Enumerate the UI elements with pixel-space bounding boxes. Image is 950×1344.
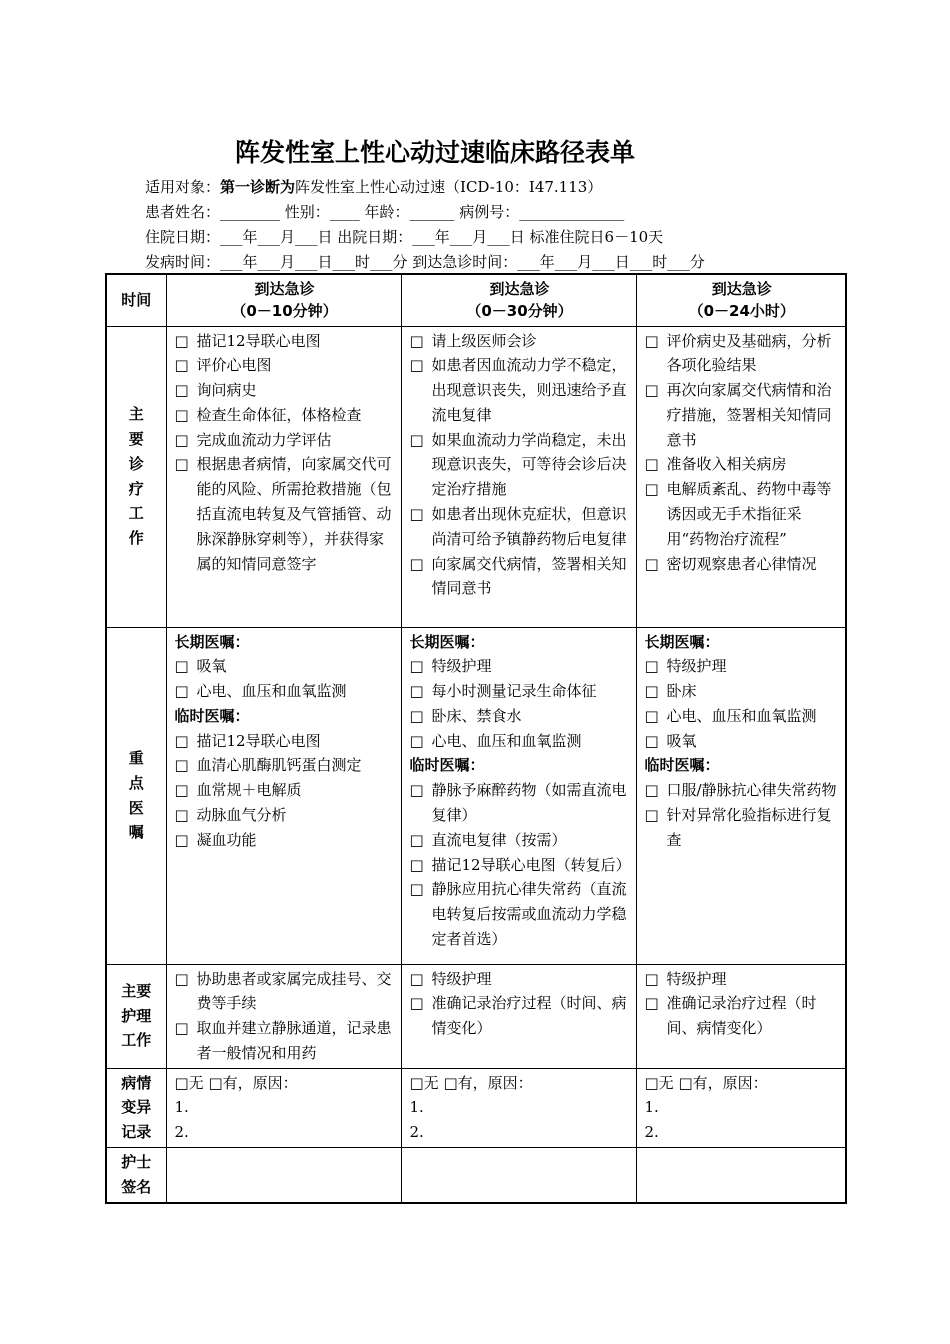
checklist-item-text: 特级护理: [431, 969, 492, 988]
checklist-item: [175, 778, 395, 803]
checkbox[interactable]: □: [174, 830, 189, 849]
checklist-item: [645, 552, 840, 577]
checklist-item: [410, 428, 630, 502]
checklist-item-text: 吸氧: [666, 731, 697, 750]
subject-diagnosis: 阵发性室上性心动过速（ICD-10：I47.113）: [295, 178, 603, 196]
checklist-item: [410, 704, 630, 729]
nursing-col1: [166, 964, 401, 1068]
checklist-item: [645, 729, 840, 754]
nursing-row: [106, 964, 846, 1068]
variance-col3: □无 □有，原因： 1. 2.: [636, 1068, 846, 1147]
checklist-item: [410, 502, 630, 552]
checklist-item: [175, 1016, 395, 1066]
checklist-item: [645, 477, 840, 551]
checkbox[interactable]: □: [409, 682, 424, 701]
checklist-item: [645, 654, 840, 679]
long-term-orders-list: [645, 654, 840, 753]
checklist-item-text: 评价病史及基础病，分析各项化验结果: [666, 331, 832, 375]
checkbox[interactable]: □: [409, 356, 424, 375]
checklist-item-text: 静脉应用抗心律失常药（直流电转复后按需或血流动力学稳定者首选）: [431, 880, 627, 949]
signature-cell-col2[interactable]: [401, 1148, 636, 1203]
checklist-item: [175, 403, 395, 428]
col2-header: 到达急诊 （0－30分钟）: [401, 274, 636, 326]
checkbox[interactable]: □: [409, 830, 424, 849]
admission-dates-line: 住院日期：___年___月___日 出院日期：___年___月___日 标准住院日6－10天: [145, 228, 664, 246]
checklist-item-text: 如患者出现休克症状，但意识尚清可给予镇静药物后电复律: [431, 505, 627, 548]
checklist-item-text: 描记12导联心电图: [196, 731, 321, 750]
main-work-col2: [401, 326, 636, 627]
checkbox[interactable]: □: [174, 657, 189, 676]
checklist-item: [645, 679, 840, 704]
checklist-item-text: 针对异常化验指标进行复查: [666, 806, 832, 849]
checklist-item: [410, 828, 630, 853]
checklist-item: [645, 704, 840, 729]
temporary-orders-label: 临时医嘱：: [174, 706, 250, 725]
long-term-orders-list: [175, 654, 395, 704]
checkbox[interactable]: □: [409, 430, 424, 449]
checkbox[interactable]: □: [174, 381, 189, 400]
main-work-row: [106, 326, 846, 627]
checkbox[interactable]: □: [644, 994, 659, 1013]
long-term-orders-label: 长期医嘱：: [644, 632, 720, 651]
orders-label: 重 点 医 嘱: [106, 627, 166, 964]
signature-cell-col1[interactable]: [166, 1148, 401, 1203]
applicable-subject: [145, 177, 602, 197]
checklist-item-text: 卧床: [666, 682, 697, 701]
checklist-item: [175, 803, 395, 828]
checkbox[interactable]: □: [174, 781, 189, 800]
signature-label: 护士 签名: [106, 1148, 166, 1203]
checklist-item-text: 如果血流动力学尚稳定，未出现意识丧失，可等待会诊后决定治疗措施: [431, 430, 627, 499]
checklist-item-text: 凝血功能: [196, 830, 257, 849]
checklist-item-text: 协助患者或家属完成挂号、交费等手续: [196, 969, 392, 1013]
variance-checkboxes[interactable]: □无 □有，原因：: [174, 1073, 298, 1092]
checkbox[interactable]: □: [174, 756, 189, 775]
checklist-item-text: 评价心电图: [196, 356, 272, 375]
checklist-item-text: 完成血流动力学评估: [196, 430, 332, 449]
checklist-item-text: 询问病史: [196, 381, 257, 400]
orders-col3: [636, 627, 846, 964]
col1-header: 到达急诊 （0－10分钟）: [166, 274, 401, 326]
checklist-item-text: 血常规＋电解质: [196, 781, 302, 800]
checklist-item: [410, 967, 630, 992]
temporary-orders-list: [175, 729, 395, 853]
checklist-item: [175, 828, 395, 853]
checkbox[interactable]: □: [644, 554, 659, 573]
main-work-label: 主 要 诊 疗 工 作: [106, 326, 166, 627]
checklist-item: [645, 329, 840, 379]
checkbox[interactable]: □: [409, 505, 424, 524]
checklist-item: [175, 329, 395, 354]
checkbox[interactable]: □: [409, 994, 424, 1013]
long-term-orders-label: 长期医嘱：: [409, 632, 485, 651]
checkbox[interactable]: □: [409, 554, 424, 573]
checklist-item: [410, 329, 630, 354]
checklist-item-text: 直流电复律（按需）: [431, 830, 567, 849]
checklist-item-text: 口服/静脉抗心律失常药物: [666, 781, 837, 800]
nursing-label: 主要 护理 工作: [106, 964, 166, 1068]
checkbox[interactable]: □: [644, 455, 659, 474]
checklist-item: [410, 729, 630, 754]
checkbox[interactable]: □: [409, 781, 424, 800]
checkbox[interactable]: □: [644, 381, 659, 400]
checkbox[interactable]: □: [174, 430, 189, 449]
checklist-item: [175, 679, 395, 704]
checklist-item-text: 卧床、禁食水: [431, 706, 522, 725]
checkbox[interactable]: □: [409, 331, 424, 350]
subject-bold: 第一诊断为: [220, 178, 296, 196]
variance-checkboxes[interactable]: □无 □有，原因：: [644, 1073, 768, 1092]
checklist-item-text: 准确记录治疗过程（时间、病情变化）: [431, 994, 627, 1038]
checklist-item-text: 每小时测量记录生命体征: [431, 682, 597, 701]
checkbox[interactable]: □: [644, 682, 659, 701]
checkbox[interactable]: □: [409, 969, 424, 988]
checklist-item-text: 如患者因血流动力学不稳定，出现意识丧失，则迅速给予直流电复律: [431, 356, 627, 424]
checklist-item-text: 吸氧: [196, 657, 227, 676]
temporary-orders-list: [410, 778, 630, 952]
main-work-col1: [166, 326, 401, 627]
checkbox[interactable]: □: [174, 455, 189, 474]
clinical-pathway-table: [105, 273, 847, 1204]
checklist-item: [645, 967, 840, 992]
checklist-item: [175, 967, 395, 1017]
checklist-item-text: 向家属交代病情，签署相关知情同意书: [431, 554, 627, 598]
temporary-orders-label: 临时医嘱：: [644, 756, 720, 775]
checklist-item: [175, 428, 395, 453]
header-row: [106, 274, 846, 326]
checklist-item: [645, 803, 840, 853]
checklist-item: [410, 679, 630, 704]
checklist-item-text: 心电、血压和血氧监测: [666, 706, 817, 725]
checklist-item: [410, 353, 630, 427]
checklist-item: [410, 778, 630, 828]
checklist-item-text: 血清心肌酶肌钙蛋白测定: [196, 756, 362, 775]
checklist-item: [175, 753, 395, 778]
checkbox[interactable]: □: [174, 1019, 189, 1038]
variance-label: 病情 变异 记录: [106, 1068, 166, 1147]
col3-header: 到达急诊 （0－24小时）: [636, 274, 846, 326]
time-header: 时间: [106, 274, 166, 326]
checklist-item-text: 根据患者病情，向家属交代可能的风险、所需抢救措施（包括直流电转复及气管插管、动脉深静脉穿刺等），并获得家属的知情同意签字: [196, 455, 392, 573]
checklist-item: [410, 654, 630, 679]
checklist-item-text: 静脉予麻醉药物（如需直流电复律）: [431, 781, 627, 825]
checkbox[interactable]: □: [644, 480, 659, 499]
checklist-item: [645, 778, 840, 803]
temporary-orders-list: [645, 778, 840, 852]
checkbox[interactable]: □: [174, 969, 189, 988]
checkbox[interactable]: □: [174, 331, 189, 350]
checklist-item: [175, 452, 395, 576]
checkbox[interactable]: □: [644, 657, 659, 676]
checkbox[interactable]: □: [409, 706, 424, 725]
checklist-item-text: 准确记录治疗过程（时间、病情变化）: [666, 994, 817, 1038]
checkbox[interactable]: □: [644, 806, 659, 825]
checklist-item: [645, 991, 840, 1041]
checklist-item-text: 描记12导联心电图（转复后）: [431, 855, 631, 874]
checklist-item: [410, 853, 630, 878]
main-work-col3: [636, 326, 846, 627]
temporary-orders-label: 临时医嘱：: [409, 756, 485, 775]
checklist-item-text: 特级护理: [431, 657, 492, 676]
signature-cell-col3[interactable]: [636, 1148, 846, 1203]
checkbox[interactable]: □: [174, 405, 189, 424]
checkbox[interactable]: □: [644, 706, 659, 725]
checkbox[interactable]: □: [409, 880, 424, 899]
checklist-item: [175, 378, 395, 403]
long-term-orders-list: [410, 654, 630, 753]
checkbox[interactable]: □: [644, 731, 659, 750]
onset-time-line: 发病时间：___年___月___日___时___分 到达急诊时间：___年___月___日___时___分: [145, 253, 705, 271]
checklist-item: [175, 729, 395, 754]
checklist-item: [645, 452, 840, 477]
checklist-item-text: 特级护理: [666, 657, 727, 676]
nursing-col2: [401, 964, 636, 1068]
signature-row: [106, 1148, 846, 1203]
checklist-item-text: 心电、血压和血氧监测: [196, 682, 347, 701]
checklist-item-text: 再次向家属交代病情和治疗措施，签署相关知情同意书: [666, 381, 832, 449]
checklist-item-text: 准备收入相关病房: [666, 455, 787, 474]
checklist-item-text: 密切观察患者心律情况: [666, 554, 817, 573]
checkbox[interactable]: □: [409, 731, 424, 750]
checkbox[interactable]: □: [174, 731, 189, 750]
checkbox[interactable]: □: [644, 331, 659, 350]
checkbox[interactable]: □: [174, 356, 189, 375]
checklist-item: [645, 378, 840, 452]
checklist-item-text: 请上级医师会诊: [431, 331, 537, 350]
checkbox[interactable]: □: [644, 969, 659, 988]
checklist-item: [410, 991, 630, 1041]
checklist-item: [175, 654, 395, 679]
checklist-item: [410, 877, 630, 951]
checklist-item: [175, 353, 395, 378]
checklist-item-text: 特级护理: [666, 969, 727, 988]
checklist-item-text: 电解质紊乱、药物中毒等诱因或无手术指征采用“药物治疗流程”: [666, 480, 832, 548]
long-term-orders-label: 长期医嘱：: [174, 632, 250, 651]
checklist-item-text: 描记12导联心电图: [196, 331, 321, 350]
variance-col2: □无 □有，原因： 1. 2.: [401, 1068, 636, 1147]
checkbox[interactable]: □: [409, 657, 424, 676]
orders-row: [106, 627, 846, 964]
variance-col1: □无 □有，原因： 1. 2.: [166, 1068, 401, 1147]
checklist-item-text: 检查生命体征，体格检查: [196, 405, 362, 424]
orders-col2: [401, 627, 636, 964]
variance-checkboxes[interactable]: □无 □有，原因：: [409, 1073, 533, 1092]
checklist-item-text: 取血并建立静脉通道，记录患者一般情况和用药: [196, 1019, 392, 1062]
orders-col1: [166, 627, 401, 964]
checkbox[interactable]: □: [174, 682, 189, 701]
checklist-item-text: 动脉血气分析: [196, 806, 287, 825]
checkbox[interactable]: □: [409, 855, 424, 874]
checklist-item-text: 心电、血压和血氧监测: [431, 731, 582, 750]
nursing-col3: [636, 964, 846, 1068]
page-title: 阵发性室上性心动过速临床路径表单: [234, 138, 635, 167]
variance-row: [106, 1068, 846, 1147]
subject-prefix: 适用对象：: [145, 178, 221, 196]
checkbox[interactable]: □: [644, 781, 659, 800]
checklist-item: [410, 552, 630, 602]
checkbox[interactable]: □: [174, 806, 189, 825]
patient-info-line: 患者姓名：________ 性别：____ 年龄：______ 病例号：______________: [145, 203, 625, 221]
